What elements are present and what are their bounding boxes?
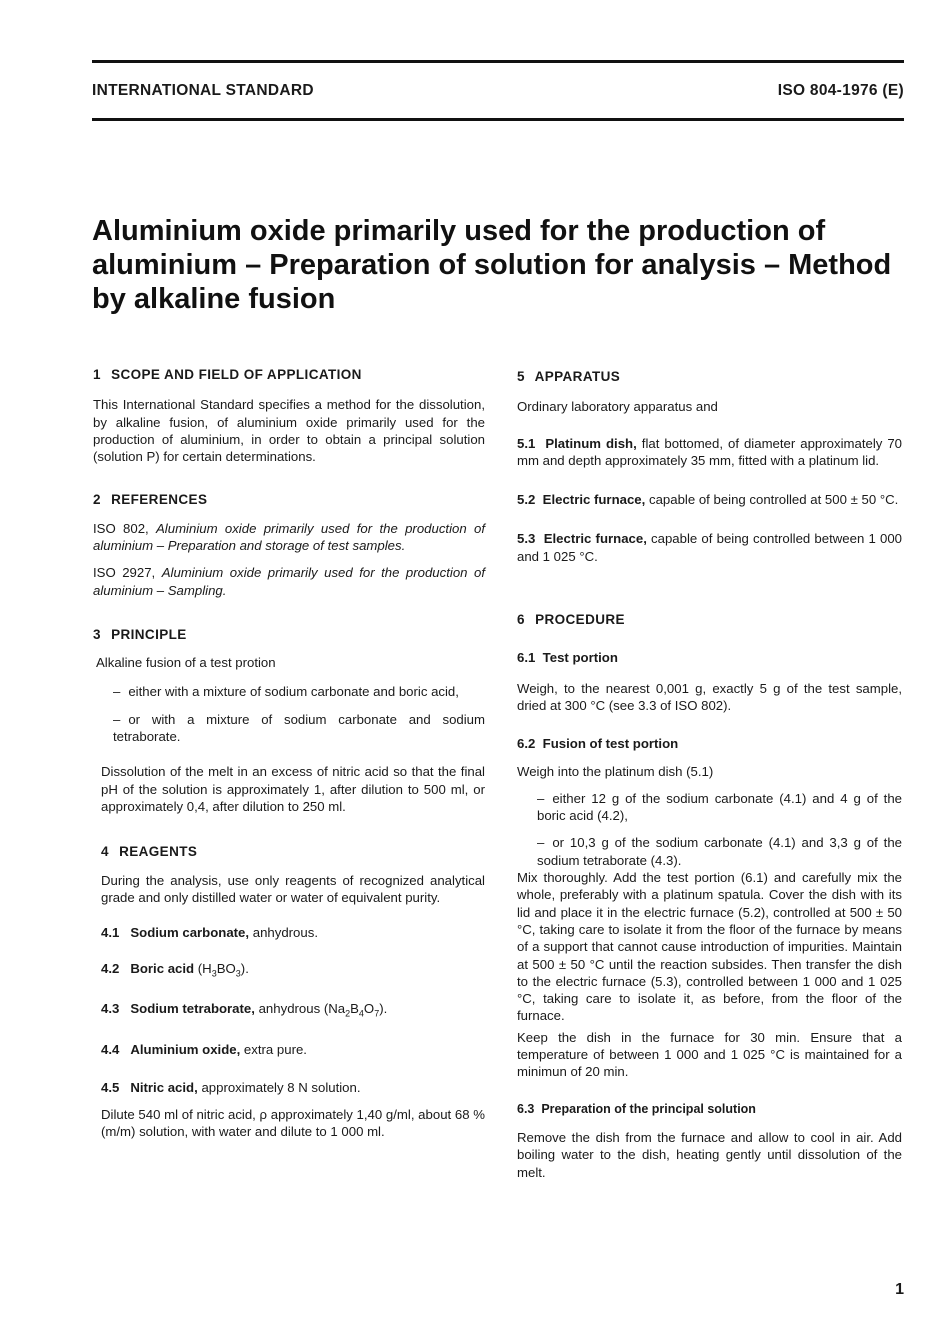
- section-title: SCOPE AND FIELD OF APPLICATION: [111, 367, 362, 382]
- dash-marker: –: [537, 790, 545, 806]
- apparatus-intro: Ordinary laboratory apparatus and: [517, 399, 718, 415]
- section-4-heading: [93, 843, 485, 860]
- section-6-heading: [517, 611, 902, 628]
- clause-number: 4.2: [101, 960, 120, 976]
- fusion-paragraph-2: Keep the dish in the furnace for 30 min. Ensure that a temperature of between 1 000 and 1 025 °C is maintained for a minimun of 20 min.: [517, 1029, 902, 1080]
- formula-subscript: 3: [235, 968, 241, 979]
- section-title: APPARATUS: [534, 369, 621, 384]
- clause-number: 6.1: [517, 650, 536, 666]
- dash-marker: –: [537, 835, 545, 851]
- apparatus-description: capable of being controlled between 1 000 and 1 025 °C.: [517, 531, 902, 564]
- reference-2: [93, 564, 485, 599]
- dash-marker: –: [113, 683, 121, 699]
- header-bottom-rule: [92, 118, 904, 121]
- dash-marker: –: [113, 711, 121, 727]
- apparatus-name: Electric furnace,: [543, 531, 647, 547]
- reagent-name: Aluminium oxide,: [130, 1042, 241, 1058]
- reagent-4-3: [93, 1000, 485, 1023]
- reagent-description: anhydrous.: [252, 925, 318, 941]
- clause-number: 5.1: [517, 435, 536, 451]
- apparatus-5-2: [517, 491, 902, 508]
- apparatus-5-3: [517, 530, 902, 565]
- formula-subscript: 4: [358, 1009, 364, 1020]
- clause-number: 4.3: [101, 1001, 120, 1017]
- subsection-title: Preparation of the principal solution: [541, 1101, 756, 1116]
- principle-paragraph: Dissolution of the melt in an excess of nitric acid so that the final pH of the solution is approximately 1, after dilution to 500 ml, or approximately 0,4, after dilution to 250 ml.: [101, 764, 485, 815]
- clause-number: 4.4: [101, 1042, 120, 1058]
- apparatus-5-1: [517, 435, 902, 470]
- section-5-heading: [517, 368, 902, 385]
- subsection-title: Test portion: [542, 650, 618, 666]
- fusion-item-1: [517, 790, 902, 825]
- subsection-title: Fusion of test portion: [542, 736, 679, 752]
- section-number: 5: [517, 369, 525, 384]
- principal-solution-paragraph: Remove the dish from the furnace and allow to cool in air. Add boiling water to the dish, heating gently until dissolution of the melt.: [517, 1129, 902, 1180]
- formula-part: ).: [240, 960, 249, 976]
- apparatus-name: Platinum dish,: [545, 435, 637, 451]
- page-number: 1: [895, 1281, 904, 1298]
- reagent-description: approximately 8 N solution.: [201, 1079, 361, 1095]
- formula-part: BO: [216, 960, 236, 976]
- formula-subscript: 7: [374, 1009, 380, 1020]
- reagent-4-4: [93, 1041, 485, 1058]
- reagent-name: Nitric acid,: [130, 1079, 198, 1095]
- subsection-6-1-heading: [517, 649, 902, 666]
- reagent-4-5: [93, 1079, 485, 1096]
- subsection-6-3-heading: [517, 1101, 902, 1118]
- fusion-paragraph-1: Mix thoroughly. Add the test portion (6.1) and carefully mix the whole, preferably with a platinum spatula. Cover the dish with its lid and place it in the electric furnace (5.2), controlled at 500 ± 50 °C, taking care to isolate it from the floor of the furnace by means of a support that cannot cause introduction of impurities. Maintain at 500 ± 50 °C until the reaction subsides. Then transfer the dish to the electric furnace (5.3), controlled between 1 000 and 1 025 °C, taking care to isolate it, as before, from the floor of the furnace.: [517, 870, 902, 1024]
- item-text: either 12 g of the sodium carbonate (4.1) and 4 g of the boric acid (4.2),: [537, 790, 902, 824]
- reagent-name: Sodium tetraborate,: [130, 1001, 255, 1017]
- document-title: Aluminium oxide primarily used for the production of aluminium – Preparation of solution for analysis – Method by alkaline fusion: [92, 215, 892, 315]
- section-number: 6: [517, 612, 525, 628]
- fusion-item-2: [517, 834, 902, 869]
- header-document-type: INTERNATIONAL STANDARD: [92, 82, 314, 99]
- formula-subscript: 3: [211, 968, 217, 979]
- section-number: 2: [93, 492, 101, 508]
- section-number: 1: [93, 367, 101, 382]
- section-2-heading: [93, 491, 485, 508]
- principle-intro: Alkaline fusion of a test protion: [96, 655, 276, 671]
- nitric-acid-dilution: Dilute 540 ml of nitric acid, ρ approximately 1,40 g/ml, about 68 % (m/m) solution, with water and dilute to 1 000 ml.: [101, 1107, 485, 1140]
- section-title: PROCEDURE: [535, 612, 625, 628]
- test-portion-paragraph: Weigh, to the nearest 0,001 g, exactly 5 g of the test sample, dried at 300 °C (see 3.3 of ISO 802).: [517, 680, 902, 713]
- item-text: or 10,3 g of the sodium carbonate (4.1) and 3,3 g of the sodium tetraborate (4.3).: [537, 835, 902, 868]
- clause-number: 6.3: [517, 1101, 535, 1116]
- reagent-description: extra pure.: [243, 1042, 307, 1058]
- apparatus-description: flat bottomed, of diameter approximately 70 mm and depth approximately 35 mm, fitted with a platinum lid.: [517, 435, 903, 468]
- formula-subscript: 2: [345, 1009, 351, 1020]
- reagent-4-1: [93, 924, 485, 941]
- fusion-intro: Weigh into the platinum dish (5.1): [517, 763, 714, 779]
- section-number: 3: [93, 626, 101, 642]
- section-3-heading: [93, 626, 485, 643]
- reference-title: Aluminium oxide primarily used for the production of aluminium – Preparation and storage of test samples.: [93, 520, 485, 554]
- section-title: REFERENCES: [111, 492, 208, 508]
- header-top-rule: [92, 60, 904, 63]
- clause-number: 4.5: [101, 1079, 120, 1095]
- section-1-heading: [93, 366, 485, 383]
- header-standard-number: ISO 804-1976 (E): [777, 82, 904, 99]
- subsection-6-2-heading: [517, 735, 902, 752]
- reference-code: ISO 2927,: [93, 565, 156, 581]
- reagent-name: Boric acid: [130, 960, 195, 976]
- reagent-name: Sodium carbonate,: [130, 925, 250, 941]
- right-column: [517, 368, 902, 1181]
- formula-part: O: [363, 1001, 375, 1017]
- formula-part: B: [350, 1001, 359, 1017]
- section-number: 4: [101, 844, 109, 860]
- clause-number: 5.2: [517, 492, 536, 508]
- item-text: or with a mixture of sodium carbonate and sodium tetraborate.: [113, 711, 485, 745]
- reference-code: ISO 802,: [93, 520, 149, 536]
- clause-number: 6.2: [517, 736, 536, 752]
- formula-part: (H: [197, 960, 212, 976]
- reagents-intro: During the analysis, use only reagents of recognized analytical grade and only distilled water or water of equivalent purity.: [101, 872, 485, 905]
- clause-number: 5.3: [517, 531, 536, 547]
- formula-part: ).: [379, 1001, 388, 1017]
- reference-title: Aluminium oxide primarily used for the production of aluminium – Sampling.: [93, 565, 485, 598]
- item-text: either with a mixture of sodium carbonate and boric acid,: [128, 683, 459, 699]
- apparatus-name: Electric furnace,: [542, 492, 646, 508]
- apparatus-description: capable of being controlled at 500 ± 50 °C.: [648, 492, 899, 508]
- reagent-description: anhydrous (Na: [258, 1001, 346, 1017]
- reagent-4-2: [93, 960, 485, 983]
- clause-number: 4.1: [101, 925, 120, 941]
- left-column: [93, 366, 485, 1141]
- reference-1: [93, 520, 485, 555]
- section-title: REAGENTS: [119, 844, 198, 860]
- scope-paragraph: This International Standard specifies a method for the dissolution, by alkaline fusion, of aluminium oxide primarily used for the production of aluminium, in order to obtain a principal solution (solution P) for certain determinations.: [93, 397, 485, 465]
- section-title: PRINCIPLE: [111, 626, 187, 642]
- principle-item-2: [93, 711, 485, 746]
- principle-item-1: [93, 683, 485, 700]
